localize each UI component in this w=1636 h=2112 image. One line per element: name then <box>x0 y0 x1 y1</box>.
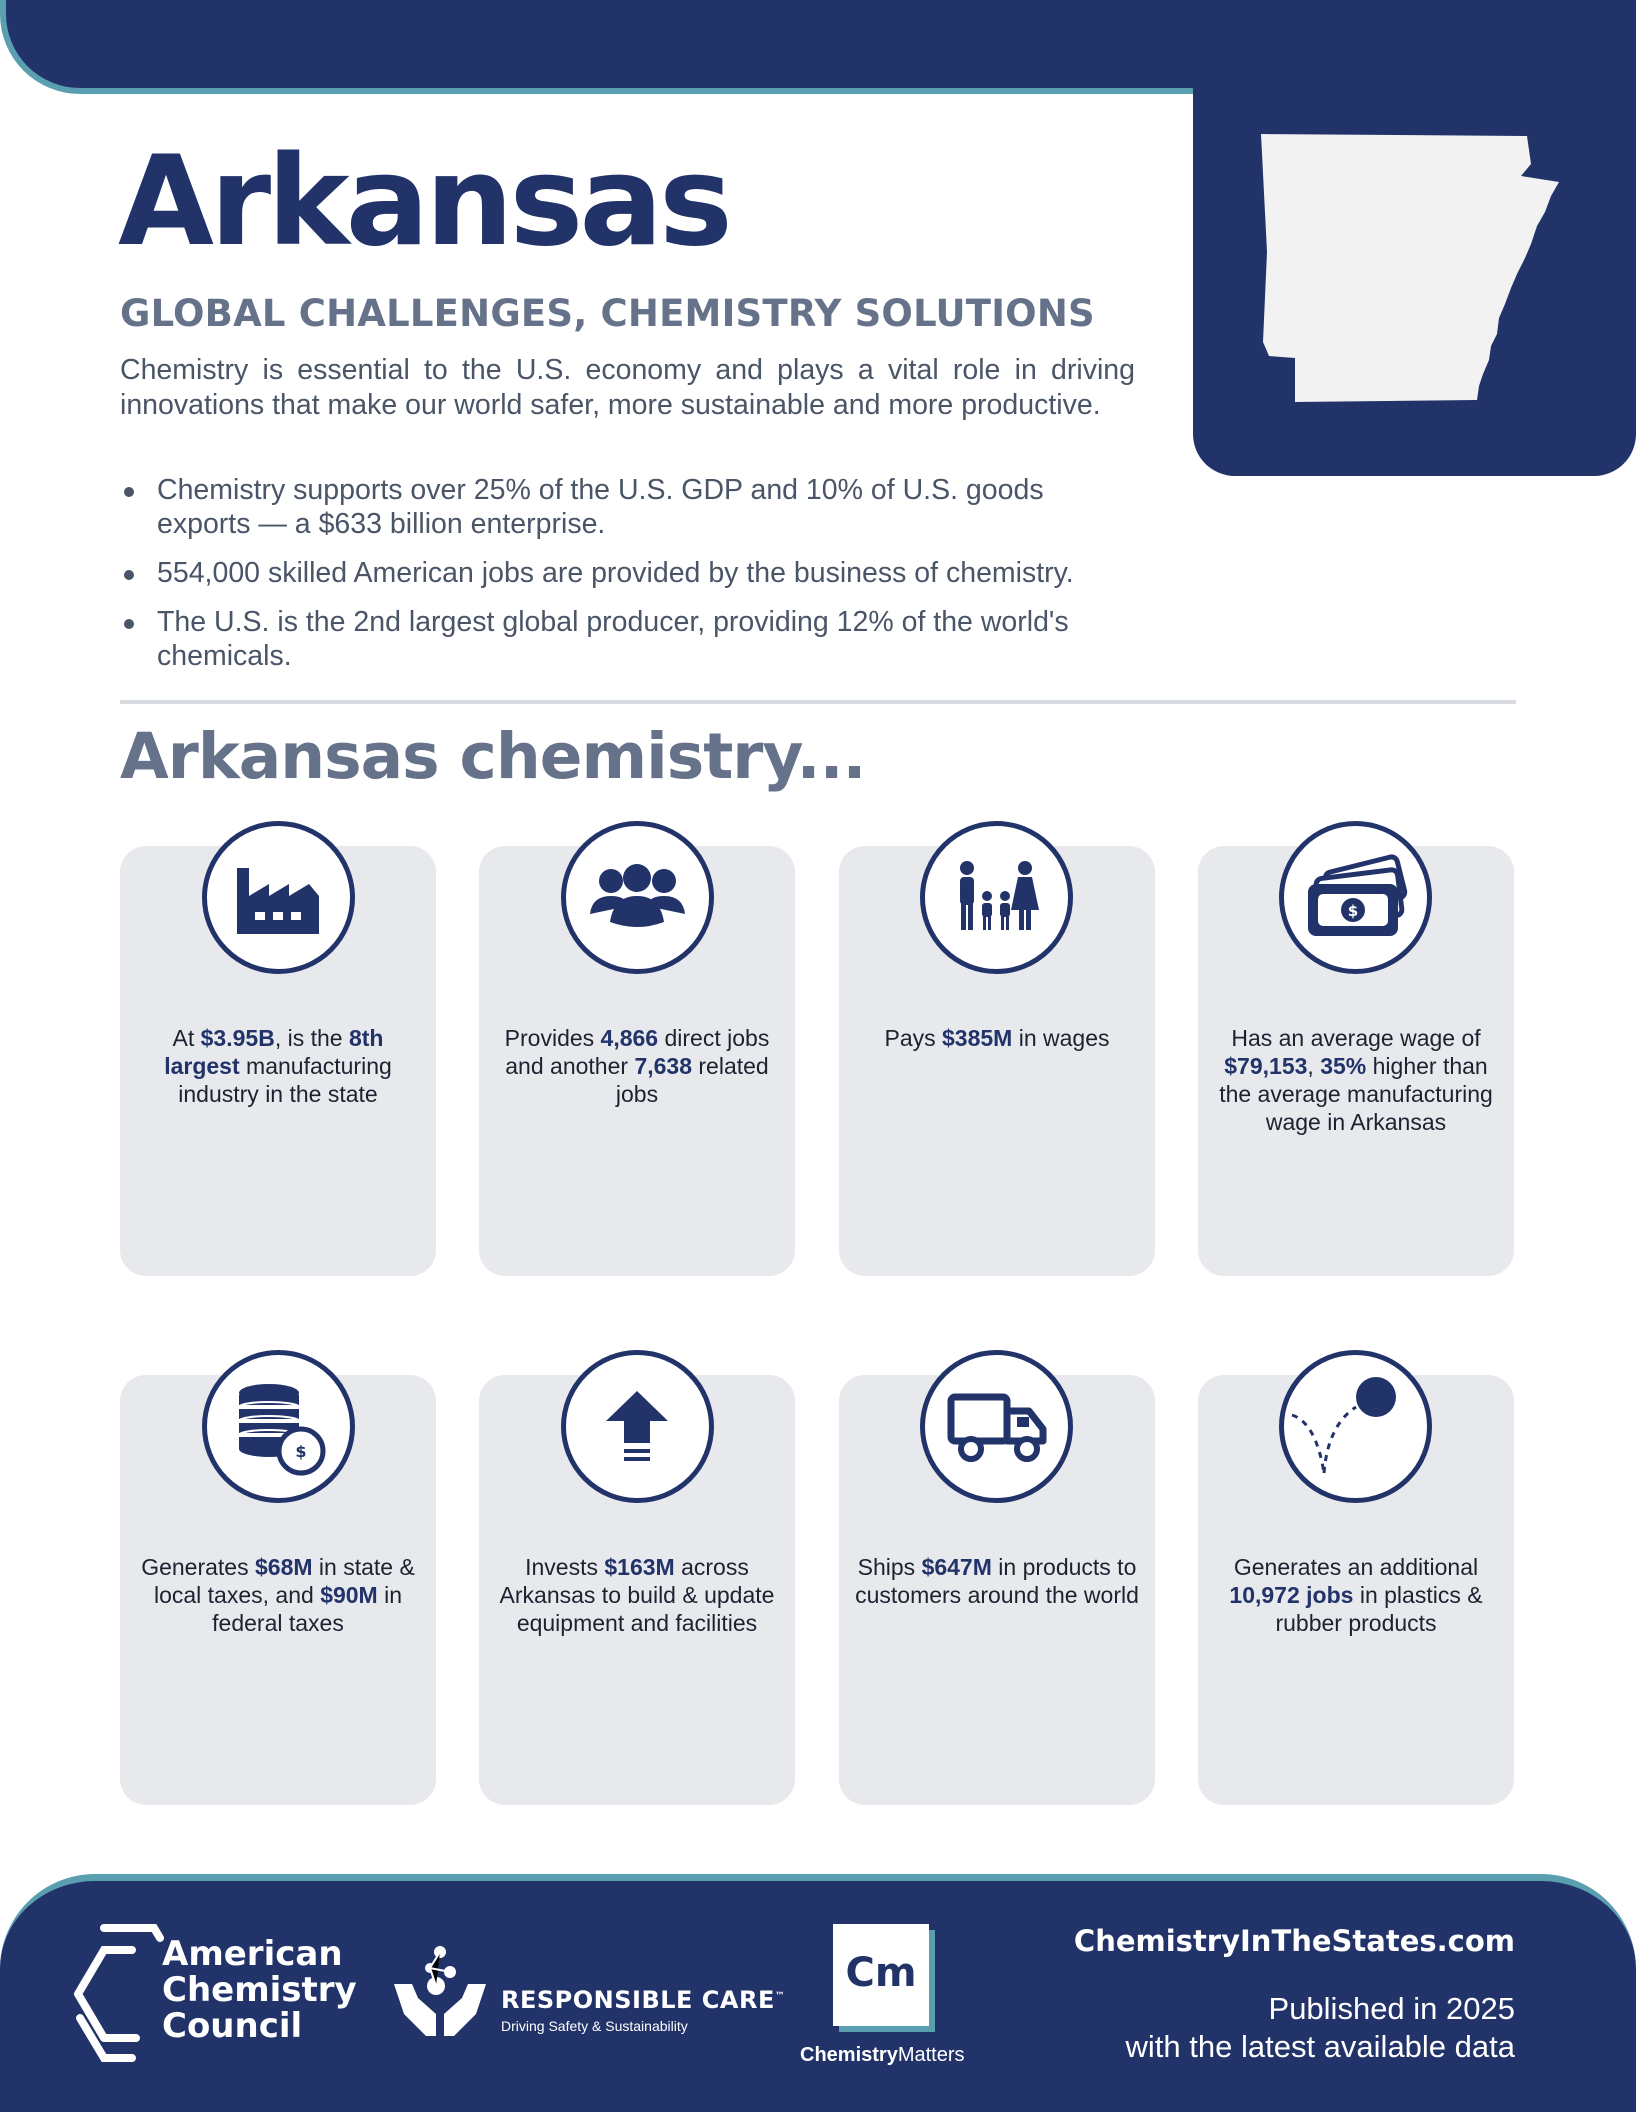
invest-icon-badge <box>561 1350 714 1503</box>
fact-text: Chemistry supports over 25% of the U.S. GDP and 10% of U.S. goods exports — a $633 billion enterprise. <box>157 474 1044 540</box>
arkansas-map-icon <box>1259 132 1579 412</box>
cash-icon <box>1284 826 1427 969</box>
stat-highlight: $68M <box>254 1554 313 1580</box>
stat-text-part: related jobs <box>615 1053 769 1107</box>
stat-text-part: , <box>1307 1053 1321 1079</box>
stat-text <box>492 1024 782 1108</box>
stat-highlight: 35% <box>1320 1053 1367 1079</box>
factory-icon <box>207 826 350 969</box>
stat-text-part: direct jobs and another <box>505 1025 770 1079</box>
fact-item <box>120 473 1140 541</box>
fact-item <box>120 605 1140 673</box>
stat-highlight: $90M <box>320 1582 378 1608</box>
family-icon <box>925 826 1068 969</box>
stat-text-part: Ships <box>857 1554 922 1580</box>
stat-text-part: Generates <box>141 1554 255 1580</box>
stat-text-part: , is the <box>274 1025 349 1051</box>
responsible-care-tagline: Driving Safety & Sustainability <box>501 2018 688 2034</box>
factory-icon-badge <box>202 821 355 974</box>
fact-item <box>120 556 1140 590</box>
stat-text <box>133 1024 423 1108</box>
stat-text <box>852 1553 1142 1609</box>
acc-hexagon-logo <box>74 1918 164 2068</box>
stat-text-part: Generates an additional <box>1233 1554 1479 1580</box>
acc-wordmark <box>162 1936 357 2044</box>
trademark-mark: ™ <box>774 1991 786 2002</box>
cm-monogram: Cm <box>845 1950 917 1996</box>
responsible-care-hands-icon <box>390 1944 490 2044</box>
published-line: with the latest available data <box>1125 2029 1515 2064</box>
truck-icon <box>925 1355 1068 1498</box>
acc-line: American <box>162 1934 343 1974</box>
section-divider <box>120 700 1516 704</box>
stat-text-part: Invests <box>525 1554 605 1580</box>
stat-text <box>852 1024 1142 1052</box>
stat-highlight: 8th largest <box>164 1025 384 1079</box>
stat-text-part: across Arkansas to build & update equipment and facilities <box>499 1554 775 1636</box>
stat-text <box>1211 1553 1501 1637</box>
stat-text-part: in plastics & rubber products <box>1275 1582 1483 1636</box>
stat-text-part: Pays <box>884 1025 943 1051</box>
bouncing-ball-icon <box>1284 1355 1427 1498</box>
stat-text-part: in wages <box>1012 1025 1110 1051</box>
published-line: Published in 2025 <box>1268 1991 1515 2026</box>
fact-list <box>120 473 1140 688</box>
people-icon-badge <box>561 821 714 974</box>
stat-text-part: At <box>172 1025 201 1051</box>
cm-label-regular: Matters <box>897 2044 965 2066</box>
acc-line: Council <box>162 2006 303 2046</box>
svg-text:$: $ <box>1347 902 1359 920</box>
website-link[interactable]: ChemistryInTheStates.com <box>1073 1924 1515 1958</box>
bullet-icon <box>124 487 134 497</box>
responsible-care-title <box>501 1986 785 2014</box>
stat-highlight: $647M <box>921 1554 992 1580</box>
published-note <box>1126 1990 1515 2066</box>
stat-text-part: in products to customers around the world <box>855 1554 1139 1608</box>
up-arrow-icon <box>566 1355 709 1498</box>
bullet-icon <box>124 619 134 629</box>
ball-icon-badge <box>1279 1350 1432 1503</box>
stat-highlight: 10,972 jobs <box>1229 1582 1354 1608</box>
stat-text <box>1211 1024 1501 1136</box>
rc-title-text: RESPONSIBLE CARE <box>501 1986 775 2014</box>
stat-highlight: 7,638 <box>634 1053 692 1079</box>
cm-label-bold: Chemistry <box>800 2044 898 2066</box>
stat-text-part: higher than the average manufacturing wage in Arkansas <box>1219 1053 1493 1135</box>
stat-text-part: Has an average wage of <box>1231 1025 1481 1051</box>
stat-highlight: $79,153 <box>1224 1053 1308 1079</box>
intro-paragraph: Chemistry is essential to the U.S. economy and plays a vital role in driving innovations that make our world safer, more sustainable and more productive. <box>120 354 1135 421</box>
bullet-icon <box>124 570 134 580</box>
stat-text-part: in state & local taxes, and <box>153 1554 415 1608</box>
stat-highlight: 4,866 <box>600 1025 659 1051</box>
stat-highlight: $163M <box>604 1554 675 1580</box>
stat-text <box>492 1553 782 1637</box>
svg-text:$: $ <box>295 1442 307 1461</box>
section-title: Arkansas chemistry... <box>120 720 866 793</box>
stat-highlight: $385M <box>942 1025 1013 1051</box>
chemistry-matters-label <box>800 2044 965 2067</box>
page-title: Arkansas <box>118 130 729 274</box>
stat-text-part: manufacturing industry in the state <box>178 1053 392 1107</box>
fact-text: The U.S. is the 2nd largest global producer, providing 12% of the world's chemicals. <box>157 606 1069 672</box>
stat-text <box>133 1553 423 1637</box>
truck-icon-badge <box>920 1350 1073 1503</box>
coins-icon-badge <box>202 1350 355 1503</box>
family-icon-badge <box>920 821 1073 974</box>
chemistry-matters-logo <box>833 1924 929 2026</box>
page-subtitle: GLOBAL CHALLENGES, CHEMISTRY SOLUTIONS <box>120 292 1095 335</box>
stat-highlight: $3.95B <box>200 1025 275 1051</box>
fact-text: 554,000 skilled American jobs are provided by the business of chemistry. <box>157 557 1074 589</box>
people-group-icon <box>566 826 709 969</box>
state-map-panel <box>1193 80 1636 476</box>
stat-text-part: in federal taxes <box>212 1582 403 1636</box>
stat-text-part: Provides <box>504 1025 601 1051</box>
coins-icon <box>207 1355 350 1498</box>
cash-icon-badge <box>1279 821 1432 974</box>
acc-line: Chemistry <box>162 1970 357 2010</box>
